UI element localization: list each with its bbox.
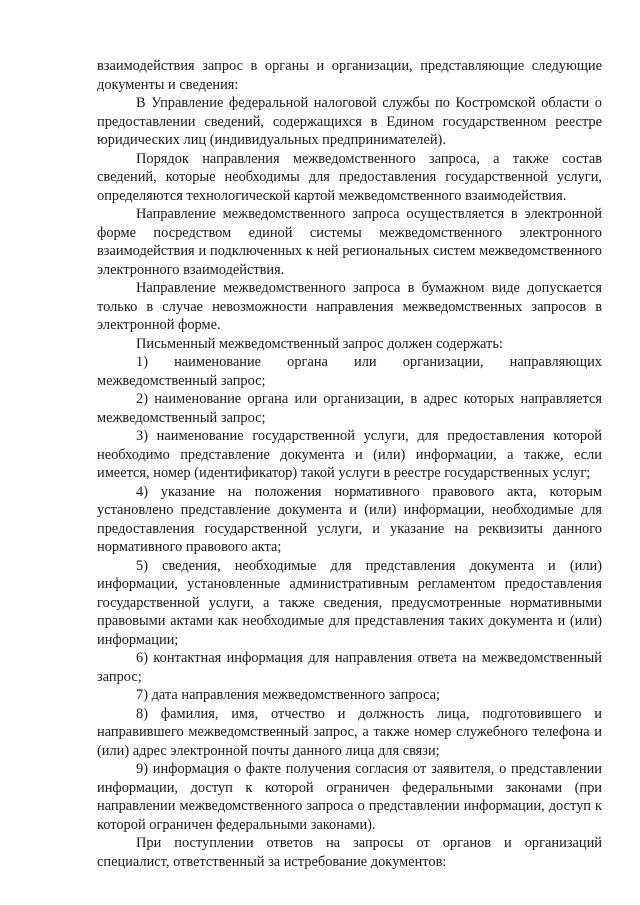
list-item: 6) контактная информация для направления ответа на межведомственный запрос;	[97, 650, 602, 685]
list-item: 5) сведения, необходимые для представления документа и (или) информации, установленные административным регламентом предоставления государственной услуги, а также сведения, предусмотренные нормативными правовыми актами как необходимые для представления таких документа и (или) информации;	[97, 557, 602, 648]
paragraph: Направление межведомственного запроса осуществляется в электронной форме посредством единой системы межведомственного электронного взаимодействия и подключенных к ней региональных систем межведомственного электронного взаимодействия.	[97, 206, 602, 278]
list-item: 8) фамилия, имя, отчество и должность лица, подготовившего и направившего межведомственный запрос, а также номер служебного телефона и (или) адрес электронной почты данного лица для связи;	[97, 705, 602, 759]
paragraph: Письменный межведомственный запрос должен содержать:	[136, 335, 503, 352]
paragraph: взаимодействия запрос в органы и организации, представляющие следующие документы и сведения:	[97, 58, 602, 93]
list-item: 9) информация о факте получения согласия от заявителя, о представлении информации, доступ к которой ограничен федеральными законами (при направлении межведомственного запроса о представлении информации, доступ к которой ограничен федеральными законами).	[97, 761, 602, 833]
list-item: 4) указание на положения нормативного правового акта, которым установлено представление документа и (или) информации, необходимые для предоставления государственной услуги, и указание на реквизиты данного нормативного правового акта;	[97, 483, 602, 555]
list-item: 3) наименование государственной услуги, для предоставления которой необходимо представление документа и (или) информации, а также, если имеется, номер (идентификатор) такой услуги в реестре государственных услуг;	[97, 428, 602, 481]
document-page	[97, 57, 602, 871]
paragraph: В Управление федеральной налоговой службы по Костромской области о предоставлении сведений, содержащихся в Едином государственном реестре юридических лиц (индивидуальных предпринимателей).	[97, 95, 602, 148]
list-item: 2) наименование органа или организации, в адрес которых направляется межведомственный запрос;	[97, 391, 602, 426]
list-item: 7) дата направления межведомственного запроса;	[136, 687, 441, 703]
list-item: 1) наименование органа или организации, направляющих межведомственный запрос;	[97, 354, 602, 389]
paragraph: Направление межведомственного запроса в бумажном виде допускается только в случае невозможности направления межведомственных запросов в электронной форме.	[97, 280, 602, 333]
paragraph: При поступлении ответов на запросы от органов и организаций специалист, ответственный за истребование документов:	[97, 835, 602, 870]
paragraph: Порядок направления межведомственного запроса, а также состав сведений, которые необходимы для предоставления государственной услуги, определяются технологической картой межведомственного взаимодействия.	[97, 150, 602, 204]
